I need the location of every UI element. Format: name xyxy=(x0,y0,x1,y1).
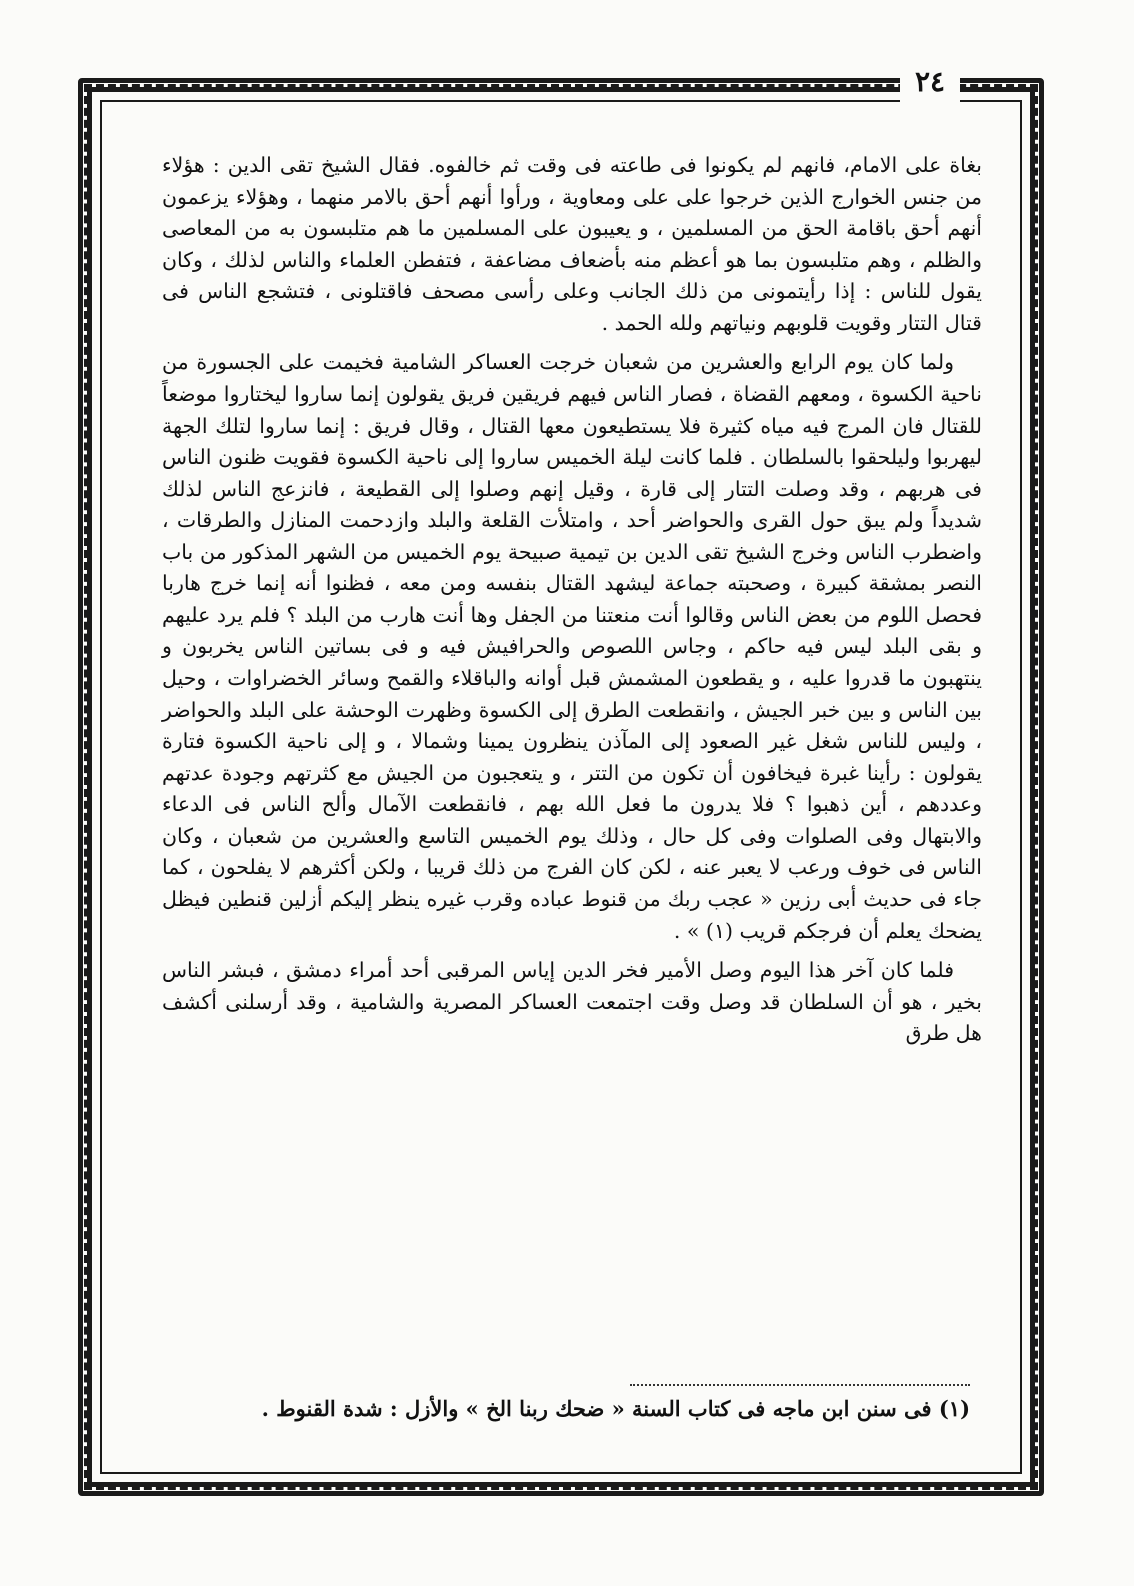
footnote: (١) فى سنن ابن ماجه فى كتاب السنة « ضحك ربنا الخ » والأزل : شدة القنوط . xyxy=(261,1396,970,1421)
footnote-divider xyxy=(630,1384,970,1386)
paragraph: ولما كان يوم الرابع والعشرين من شعبان خرجت العساكر الشامية فخيمت على الجسورة من ناحية الكسوة ، ومعهم القضاة ، فصار الناس فيهم فريقين فريق يقولون إنما ساروا ليختاروا موضعاً للقتال فان المرج فيه مياه كثيرة فلا يستطيعون معها القتال ، وقال فريق : إنما ساروا لتلك الجهة ليهربوا وليلحقوا بالسلطان . فلما كانت ليلة الخميس ساروا إلى ناحية الكسوة فقويت ظنون الناس فى هربهم ، وقد وصلت التتار إلى قارة ، وقيل إنهم وصلوا إلى القطيعة ، فانزعج الناس لذلك شديداً ولم يبق حول القرى والحواضر أحد ، وامتلأت القلعة والبلد وازدحمت المنازل والطرقات ، واضطرب الناس وخرج الشيخ تقى الدين بن تيمية صبيحة يوم الخميس من الشهر المذكور من باب النصر بمشقة كبيرة ، وصحبته جماعة ليشهد القتال بنفسه ومن معه ، فظنوا أنه إنما خرج هاربا فحصل اللوم من بعض الناس وقالوا أنت منعتنا من الجفل وها أنت هارب من البلد ؟ فلم يرد عليهم و بقى البلد ليس فيه حاكم ، وجاس اللصوص والحرافيش فيه و فى بساتين الناس يخربون و ينتهبون ما قدروا عليه ، و يقطعون المشمش قبل أوانه والباقلاء والقمح وسائر الخضراوات ، وحيل بين الناس و بين خبر الجيش ، وانقطعت الطرق إلى الكسوة وظهرت الوحشة على البلد والحواضر ، وليس للناس شغل غير الصعود إلى المآذن ينظرون يمينا وشمالا ، و إلى ناحية الكسوة فتارة يقولون : رأينا غبرة فيخافون أن تكون من التتر ، و يتعجبون من الجيش مع كثرتهم وجودة عدتهم وعددهم ، أين ذهبوا ؟ فلا يدرون ما فعل الله بهم ، فانقطعت الآمال وألح الناس فى الدعاء والابتهال وفى الصلوات وفى كل حال ، وذلك يوم الخميس التاسع والعشرين من شعبان ، وكان الناس فى خوف ورعب لا يعبر عنه ، لكن كان الفرج من ذلك قريبا ، ولكن أكثرهم لا يفلحون ، كما جاء فى حديث أبى رزين « عجب ربك من قنوط عباده وقرب غيره ينظر إليكم أزلين قنطين فيظل يضحك يعلم أن فرجكم قريب (١) » . xyxy=(162,350,982,943)
paragraph: فلما كان آخر هذا اليوم وصل الأمير فخر الدين إياس المرقبى أحد أمراء دمشق ، فبشر الناس بخير ، هو أن السلطان قد وصل وقت اجتمعت العساكر المصرية والشامية ، وقد أرسلنى أكشف هل طرق xyxy=(162,958,982,1046)
paragraph: بغاة على الامام، فانهم لم يكونوا فى طاعته فى وقت ثم خالفوه. فقال الشيخ تقى الدين : هؤلاء من جنس الخوارج الذين خرجوا على على ومعاوية ، ورأوا أنهم أحق بالامر منهما ، وهؤلاء يزعمون أنهم أحق باقامة الحق من المسلمين ، و يعيبون على المسلمين ما هم متلبسون به من المعاصى والظلم ، وهم متلبسون بما هو أعظم منه بأضعاف مضاعفة ، فتفطن العلماء والناس لذلك ، وكان يقول للناس : إذا رأيتمونى من ذلك الجانب وعلى رأسى مصحف فاقتلونى ، فتشجع الناس فى قتال التتار وقويت قلوبهم ونياتهم ولله الحمد . xyxy=(162,153,982,335)
body-text xyxy=(162,150,982,1370)
page-number: ٢٤ xyxy=(900,60,960,104)
